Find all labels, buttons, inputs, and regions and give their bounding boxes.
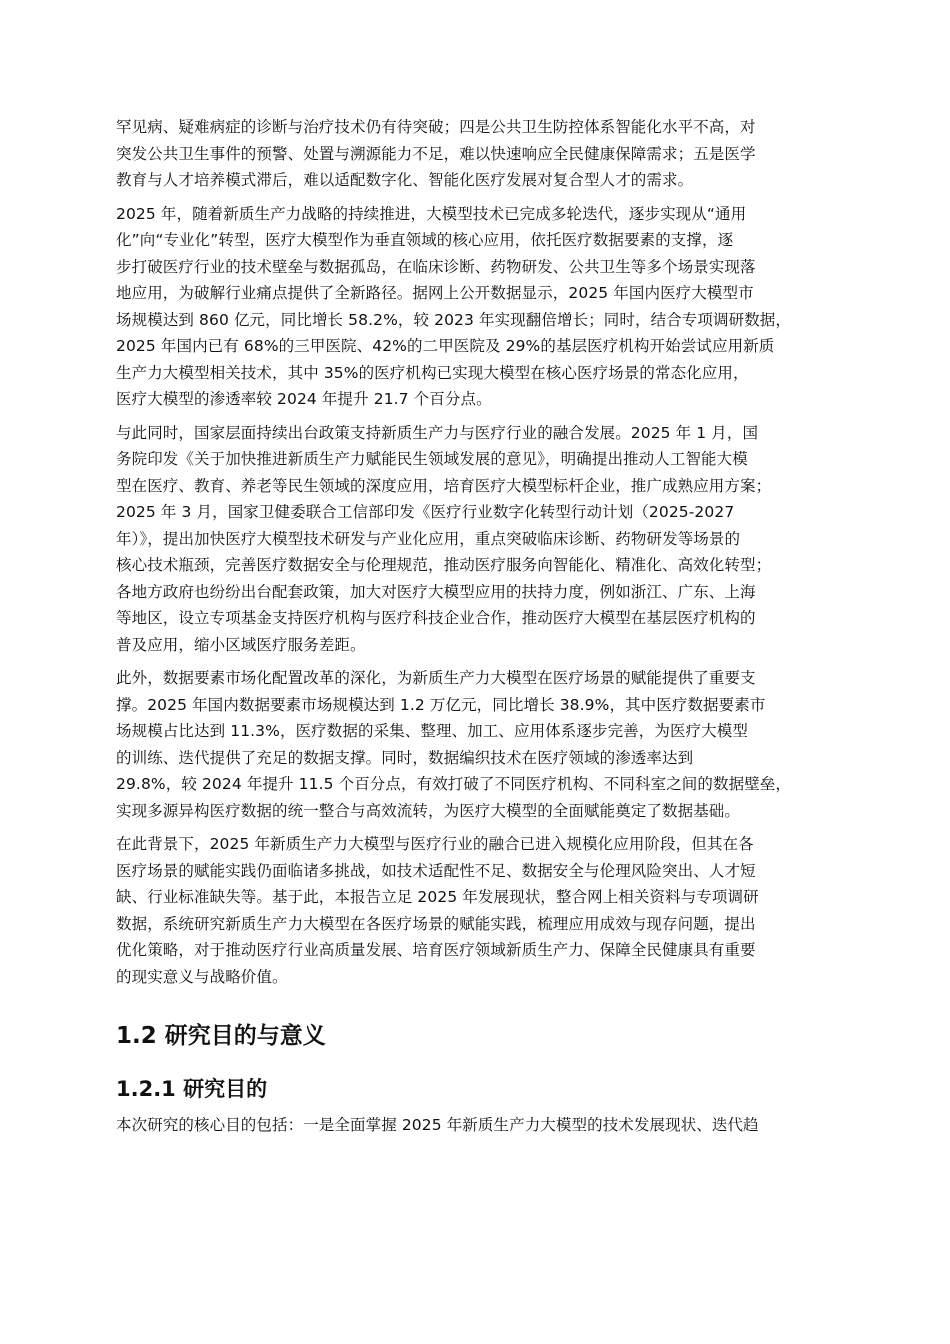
text-line: 在此背景下，2025 年新质生产力大模型与医疗行业的融合已进入规模化应用阶段，但其在各 — [116, 835, 754, 853]
text-line: 务院印发《关于加快推进新质生产力赋能民生领域发展的意见》，明确提出推动人工智能大模 — [116, 450, 748, 468]
text-line: 的现实意义与战略价值。 — [116, 967, 288, 986]
text-line: 步打破医疗行业的技术壁垒与数据孤岛，在临床诊断、药物研发、公共卫生等多个场景实现落 — [116, 257, 756, 276]
text-line: 实现多源异构医疗数据的统一整合与高效流转，为医疗大模型的全面赋能奠定了数据基础。 — [116, 801, 741, 820]
text-line: 场规模占比达到 11.3%，医疗数据的采集、整理、加工、应用体系逐步完善，为医疗大模型 — [116, 722, 748, 740]
paragraph-data-elements — [116, 665, 836, 824]
paragraph-policy — [116, 420, 836, 659]
text-line: 罕见病、疑难病症的诊断与治疗技术仍有待突破；四是公共卫生防控体系智能化水平不高，对 — [116, 118, 756, 136]
text-line: 医疗大模型的渗透率较 2024 年提升 21.7 个百分点。 — [116, 390, 492, 408]
paragraph-background-summary — [116, 831, 836, 990]
document-body — [116, 114, 836, 1146]
text-line: 化”向“专业化”转型，医疗大模型作为垂直领域的核心应用，依托医疗数据要素的支撑，逐 — [116, 231, 734, 249]
text-line: 等地区，设立专项基金支持医疗机构与医疗科技企业合作，推动医疗大模型在基层医疗机构的 — [116, 609, 756, 627]
text-line: 与此同时，国家层面持续出台政策支持新质生产力与医疗行业的融合发展。2025 年 1 月，国 — [116, 423, 759, 442]
text-line: 2025 年，随着新质生产力战略的持续推进，大模型技术已完成多轮迭代，逐步实现从“通用 — [116, 204, 747, 223]
text-line: 场规模达到 860 亿元，同比增长 58.2%，较 2023 年实现翻倍增长；同时，结合专项调研数据， — [116, 310, 792, 329]
text-line: 教育与人才培养模式滞后，难以适配数字化、智能化医疗发展对复合型人才的需求。 — [116, 171, 694, 189]
text-line: 的训练、迭代提供了充足的数据支撑。同时，数据编织技术在医疗领域的渗透率达到 — [116, 748, 694, 767]
section-heading: 1.2 研究目的与意义 — [116, 1023, 326, 1049]
text-line: 生产力大模型相关技术，其中 35%的医疗机构已实现大模型在核心医疗场景的常态化应用， — [116, 363, 749, 382]
text-line: 2025 年 3 月，国家卫健委联合工信部印发《医疗行业数字化转型行动计划（2025-2027 — [116, 503, 735, 521]
text-line: 撑。2025 年国内数据要素市场规模达到 1.2 万亿元，同比增长 38.9%，其中医疗数据要素市 — [116, 695, 766, 714]
text-line: 地应用，为破解行业痛点提供了全新路径。据网上公开数据显示，2025 年国内医疗大模型市 — [116, 284, 754, 302]
text-line: 年）》，提出加快医疗大模型技术研发与产业化应用，重点突破临床诊断、药物研发等场景的 — [116, 529, 741, 548]
text-line: 核心技术瓶颈，完善医疗数据安全与伦理规范，推动医疗服务向智能化、精准化、高效化转型； — [116, 556, 772, 574]
text-line: 型在医疗、教育、养老等民生领域的深度应用，培育医疗大模型标杆企业，推广成熟应用方案； — [116, 476, 772, 495]
subsection-heading: 1.2.1 研究目的 — [116, 1077, 268, 1101]
text-line: 此外，数据要素市场化配置改革的深化，为新质生产力大模型在医疗场景的赋能提供了重要支 — [116, 669, 756, 687]
text-line: 缺、行业标准缺失等。基于此，本报告立足 2025 年发展现状，整合网上相关资料与专项调研 — [116, 888, 759, 906]
paragraph-research-purpose — [116, 1112, 836, 1139]
text-line: 医疗场景的赋能实践仍面临诸多挑战，如技术适配性不足、数据安全与伦理风险突出、人才短 — [116, 861, 756, 880]
text-line: 普及应用，缩小区域医疗服务差距。 — [116, 635, 366, 654]
text-line: 29.8%，较 2024 年提升 11.5 个百分点，有效打破了不同医疗机构、不同科室之间的数据壁垒， — [116, 775, 792, 793]
text-line: 数据，系统研究新质生产力大模型在各医疗场景的赋能实践，梳理应用成效与现存问题，提出 — [116, 914, 756, 933]
text-line: 本次研究的核心目的包括：一是全面掌握 2025 年新质生产力大模型的技术发展现状、迭代趋 — [116, 1116, 759, 1134]
text-line: 优化策略，对于推动医疗行业高质量发展、培育医疗领域新质生产力、保障全民健康具有重要 — [116, 941, 756, 959]
text-line: 各地方政府也纷纷出台配套政策，加大对医疗大模型应用的扶持力度，例如浙江、广东、上海 — [116, 582, 756, 601]
paragraph-market-2025 — [116, 201, 836, 413]
paragraph-challenges — [116, 114, 836, 194]
text-line: 突发公共卫生事件的预警、处置与溯源能力不足，难以快速响应全民健康保障需求；五是医学 — [116, 144, 756, 163]
text-line: 2025 年国内已有 68%的三甲医院、42%的二甲医院及 29%的基层医疗机构开始尝试应用新质 — [116, 337, 775, 355]
